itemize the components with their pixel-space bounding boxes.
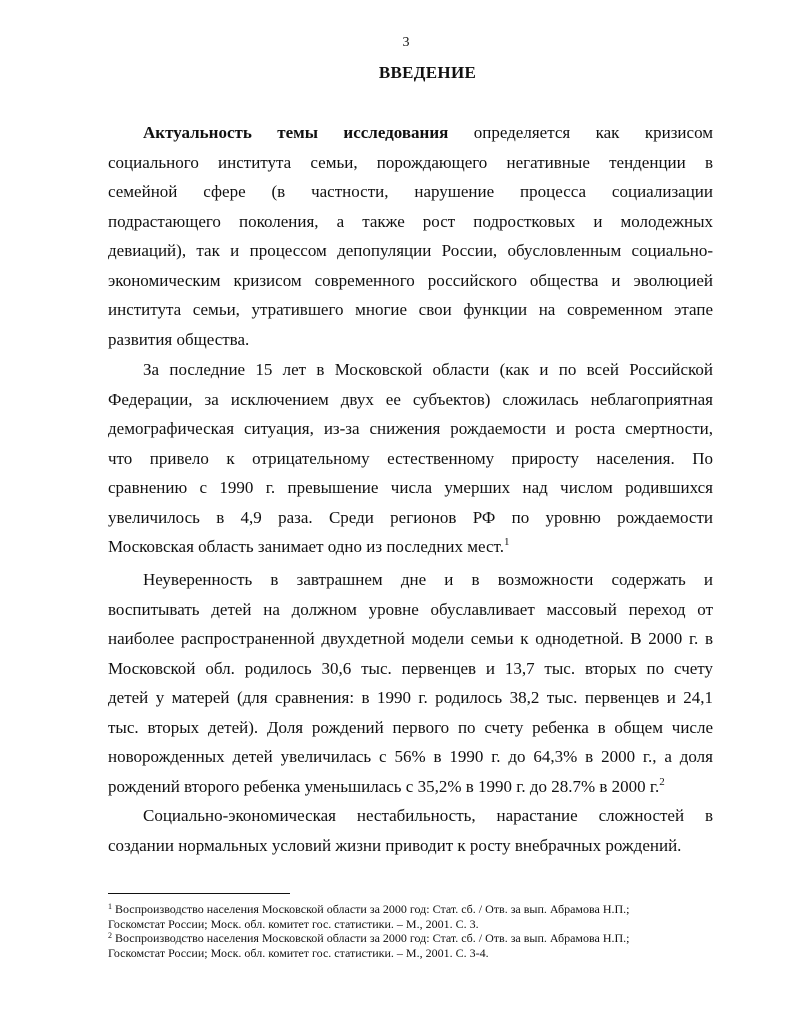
text-fragment: Воспроизводство населения Московской области за 2000 год: Стат. сб. / Отв. за вып. Абрамова Н.П.; [115, 931, 630, 946]
paragraph-birth-model [108, 565, 713, 801]
text-line: что привело к отрицательному естественному приросту населения. По [108, 448, 713, 468]
text-line: демографическая ситуация, из-за снижения рождаемости и роста смертности, [108, 419, 713, 438]
footnote-line: Госкомстат России; Моск. обл. комитет гос. статистики. – М., 2001. С. 3-4. [108, 946, 489, 961]
text-line [108, 532, 713, 562]
footnote-number: 1 [108, 902, 112, 911]
footnote-line [108, 931, 708, 946]
bold-lead-phrase: Актуальность темы исследования [143, 123, 449, 142]
footnote-ref: 2 [659, 775, 665, 788]
text-line: института семьи, утратившего многие свои функции на современном этапе [108, 300, 713, 319]
text-line: За последние 15 лет в Московской области (как и по всей Российской [143, 360, 713, 379]
text-line: подрастающего поколения, а также рост подростковых и молодежных [108, 211, 713, 231]
footnote-ref: 1 [503, 536, 510, 548]
text-line: Неуверенность в завтрашнем дне и в возможности содержать и [143, 570, 713, 589]
text-line: увеличилось в 4,9 раза. Среди регионов РФ по уровню рождаемости [108, 507, 713, 527]
text-line: девиаций), так и процессом депопуляции России, обусловленным социально- [108, 241, 713, 260]
text-line: экономическим кризисом современного российского общества и эволюцией [108, 270, 713, 290]
text-line: развития общества. [108, 329, 250, 349]
text-fragment: определяется как кризисом [473, 123, 713, 142]
paragraph-instability [108, 801, 713, 860]
footnotes [108, 902, 708, 961]
text-line: семейной сфере (в частности, нарушение процесса социализации [108, 182, 713, 201]
page-number: 3 [402, 35, 410, 50]
text-line [108, 772, 713, 802]
text-line: создании нормальных условий жизни приводит к росту внебрачных рождений. [108, 835, 682, 855]
text-line: Федерации, за исключением двух ее субъектов) сложилась неблагоприятная [108, 389, 713, 409]
text-fragment: Московская область занимает одно из последних мест. [108, 537, 504, 556]
text-line: Московской обл. родилось 30,6 тыс. первенцев и 13,7 тыс. вторых по счету [108, 658, 713, 678]
text-line: тыс. вторых детей). Доля рождений первого по счету ребенка в общем числе [108, 717, 713, 737]
text-line: социального института семьи, порождающего негативные тенденции в [108, 152, 713, 172]
footnote-number: 2 [108, 931, 112, 941]
footnote-line [108, 902, 708, 917]
text-line: детей у матерей (для сравнения: в 1990 г. родилось 38,2 тыс. первенцев и 24,1 [108, 688, 713, 707]
text-line: Социально-экономическая нестабильность, нарастание сложностей в [143, 806, 713, 825]
text-line: новорожденных детей увеличилась с 56% в 1990 г. до 64,3% в 2000 г., а доля [108, 747, 713, 766]
text-line [143, 118, 713, 148]
text-line: воспитывать детей на должном уровне обуславливает массовый переход от [108, 599, 713, 619]
text-fragment: Воспроизводство населения Московской области за 2000 год: Стат. сб. / Отв. за вып. Абрамова Н.П.; [115, 902, 630, 916]
text-line: наиболее распространенной двухдетной модели семьи к однодетной. В 2000 г. в [108, 629, 713, 648]
text-line: сравнению с 1990 г. превышение числа умерших над числом родившихся [108, 478, 713, 497]
footnote-divider [108, 893, 290, 894]
paragraph-relevance [108, 118, 713, 354]
text-fragment: рождений второго ребенка уменьшилась с 35,2% в 1990 г. до 28.7% в 2000 г. [108, 776, 660, 796]
footnote-line: Госкомстат России; Моск. обл. комитет гос. статистики. – М., 2001. С. 3. [108, 916, 479, 931]
section-heading: ВВЕДЕНИЕ [378, 63, 477, 82]
paragraph-demography [108, 355, 713, 562]
